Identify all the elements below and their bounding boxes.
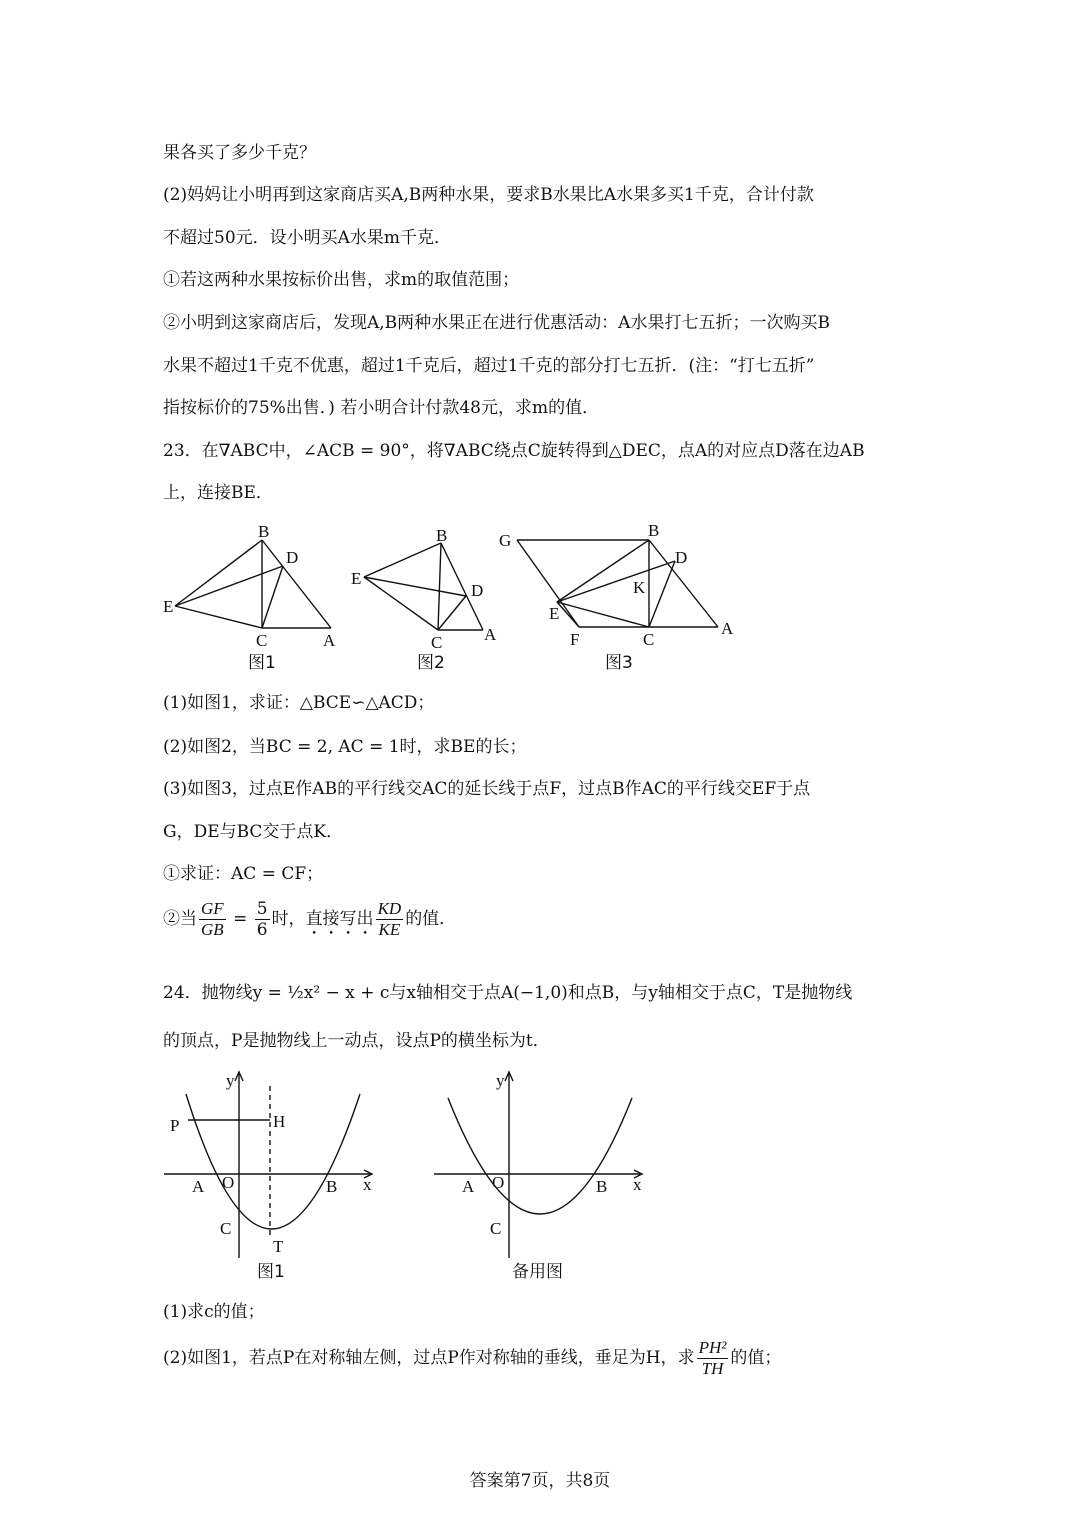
text-line: (2)妈妈让小明再到这家商店买A,B两种水果，要求B水果比A水果多买1千克，合计付款 xyxy=(163,185,814,205)
label-A: A xyxy=(484,625,497,644)
label-K: K xyxy=(633,578,646,597)
label-A: A xyxy=(323,631,336,650)
label-x: x xyxy=(633,1175,642,1194)
figure-2-triangle xyxy=(345,520,515,675)
text-line: (1)如图1，求证：△BCE∽△ACD； xyxy=(163,693,435,713)
page-footer: 答案第7页，共8页 xyxy=(469,1471,611,1491)
label-A: A xyxy=(192,1177,205,1196)
figure-caption: 图3 xyxy=(605,653,633,673)
text-line: G，DE与BC交于点K． xyxy=(163,822,344,842)
fraction xyxy=(697,1338,729,1379)
fraction xyxy=(199,899,226,940)
label-P: P xyxy=(170,1116,180,1135)
text-line: (2)如图2，当BC = 2, AC = 1时，求BE的长； xyxy=(163,737,527,757)
label-C: C xyxy=(256,631,268,650)
text-line: 的顶点，P是抛物线上一动点，设点P的横坐标为t． xyxy=(163,1031,550,1051)
fraction xyxy=(255,899,270,940)
text-segment: (2)如图1，若点P在对称轴左侧，过点P作对称轴的垂线，垂足为H，求 xyxy=(163,1348,695,1368)
text-line: 上，连接BE． xyxy=(163,483,273,503)
label-C: C xyxy=(220,1219,232,1238)
label-B: B xyxy=(648,521,660,540)
label-x: x xyxy=(363,1175,372,1194)
fraction xyxy=(376,899,404,940)
figure-caption: 图2 xyxy=(417,653,445,673)
text-line: (3)如图3，过点E作AB的平行线交AC的延长线于点F，过点B作AC的平行线交EF于点 xyxy=(163,779,811,799)
label-C: C xyxy=(431,633,443,652)
label-E: E xyxy=(351,569,362,588)
label-B: B xyxy=(436,526,448,545)
label-D: D xyxy=(471,581,484,600)
label-H: H xyxy=(273,1112,286,1131)
figure-caption: 备用图 xyxy=(512,1262,563,1282)
label-D: D xyxy=(675,548,688,567)
label-y: y xyxy=(496,1071,505,1090)
text-line: (1)求c的值； xyxy=(163,1302,265,1322)
label-F: F xyxy=(570,630,580,649)
label-D: D xyxy=(286,548,299,567)
fraction-numerator: 5 xyxy=(256,899,268,919)
figure-caption: 图1 xyxy=(248,653,276,673)
text-line: ②小明到这家商店后，发现A,B两种水果正在进行优惠活动：A水果打七五折；一次购买B xyxy=(163,313,830,333)
label-B: B xyxy=(326,1177,338,1196)
fraction-denominator: TH xyxy=(701,1359,724,1378)
text-line: 不超过50元．设小明买A水果m千克． xyxy=(163,228,452,248)
label-C: C xyxy=(490,1219,502,1238)
label-O: O xyxy=(492,1173,505,1192)
fraction-denominator: KE xyxy=(378,920,401,939)
fraction-denominator: GB xyxy=(201,920,224,939)
emphasis-text: 直接写出 xyxy=(305,909,374,929)
label-G: G xyxy=(499,531,512,550)
text-segment: = xyxy=(227,909,253,929)
text-line: 果各买了多少千克？ xyxy=(163,143,316,163)
figure-1-triangle xyxy=(155,520,355,675)
fraction-denominator: 6 xyxy=(256,920,268,940)
label-y: y xyxy=(226,1071,235,1090)
fraction-numerator: KD xyxy=(377,899,402,918)
text-line-fraction xyxy=(163,1338,781,1379)
label-A: A xyxy=(721,619,734,638)
fraction-numerator: PH² xyxy=(698,1338,727,1357)
question-23-stem: 23．在∇ABC中，∠ACB = 90°，将∇ABC绕点C旋转得到△DEC，点A的对应点D落在边AB xyxy=(163,441,865,461)
text-segment: 的值． xyxy=(405,909,457,929)
fraction-numerator: GF xyxy=(201,899,224,918)
text-segment: ②当 xyxy=(163,909,197,929)
label-A: A xyxy=(462,1177,475,1196)
label-C: C xyxy=(643,630,655,649)
text-line: 指按标价的75%出售．) 若小明合计付款48元，求m的值． xyxy=(163,398,600,418)
label-E: E xyxy=(549,604,560,623)
label-B: B xyxy=(258,522,270,541)
figure-parabola-1 xyxy=(160,1068,390,1283)
figure-parabola-backup xyxy=(430,1068,660,1283)
text-segment: 的值； xyxy=(730,1348,782,1368)
text-line: 水果不超过1千克不优惠，超过1千克后，超过1千克的部分打七五折．(注：“打七五折” xyxy=(163,356,815,376)
label-O: O xyxy=(222,1173,235,1192)
figure-3-parallelogram xyxy=(495,515,745,675)
text-line: ①若这两种水果按标价出售，求m的取值范围； xyxy=(163,270,520,290)
label-B: B xyxy=(596,1177,608,1196)
figure-caption: 图1 xyxy=(257,1262,285,1282)
label-T: T xyxy=(273,1237,284,1256)
question-24-stem: 24．抛物线y = ½x² − x + c与x轴相交于点A(−1,0)和点B，与y轴相交于点C，T是抛物线 xyxy=(163,983,853,1003)
text-line: ①求证：AC = CF； xyxy=(163,864,324,884)
text-segment: 时， xyxy=(271,909,306,929)
text-line-fraction xyxy=(163,899,456,940)
label-E: E xyxy=(163,597,174,616)
